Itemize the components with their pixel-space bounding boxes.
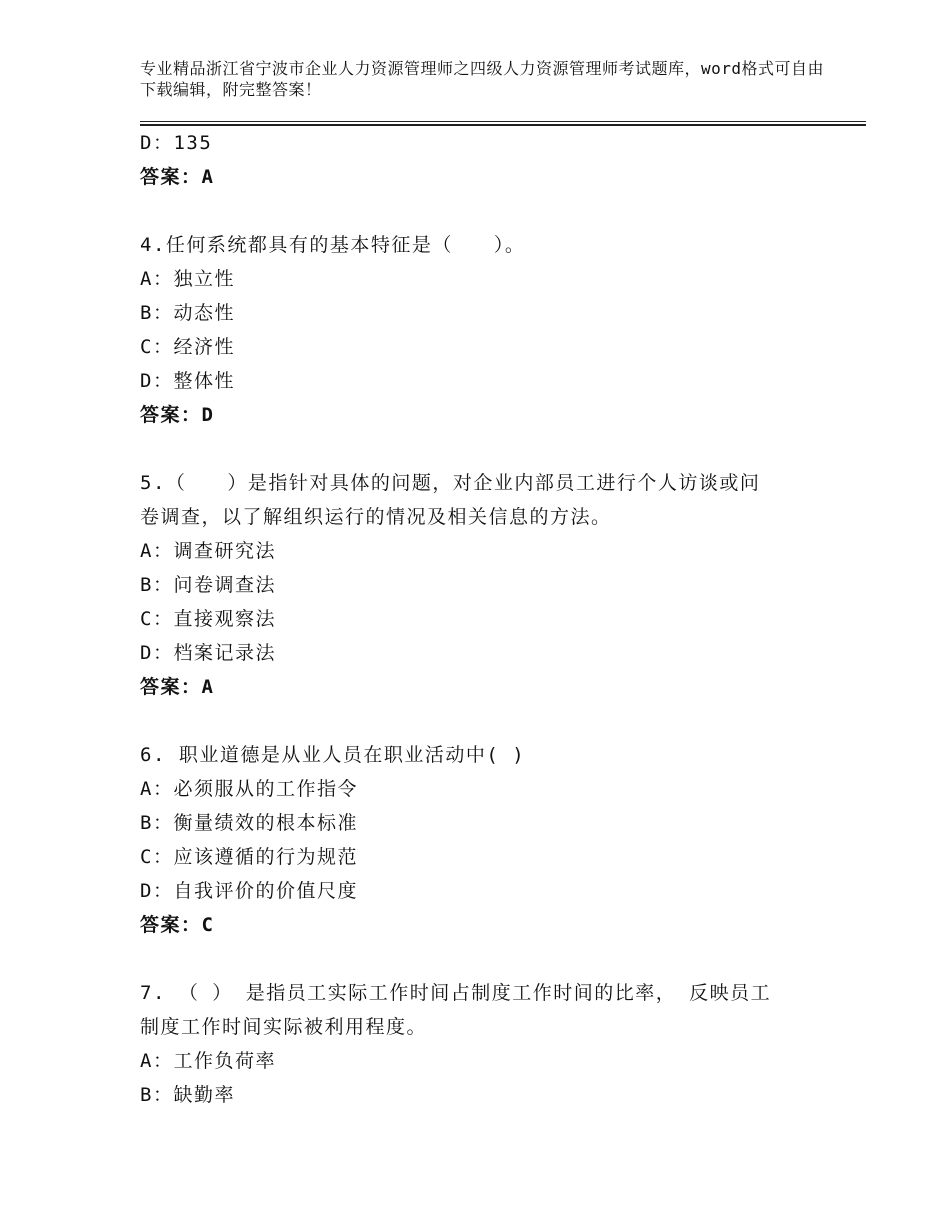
exam-content [140, 126, 820, 1112]
question-stem: 6. 职业道德是从业人员在职业活动中( ) [140, 744, 526, 766]
option-a: A：独立性 [140, 268, 235, 290]
question-stem-line-2: 制度工作时间实际被利用程度。 [140, 1016, 428, 1038]
answer-label: 答案：C [140, 914, 215, 936]
option-d: D：自我评价的价值尺度 [140, 880, 358, 902]
question-4 [140, 228, 820, 432]
option-b: B：问卷调查法 [140, 574, 276, 596]
spacer [140, 942, 820, 976]
question-6 [140, 738, 820, 942]
question-stem-line-2: 卷调查，以了解组织运行的情况及相关信息的方法。 [140, 506, 612, 528]
option-d: D：整体性 [140, 370, 235, 392]
option-b: B：动态性 [140, 302, 235, 324]
spacer [140, 432, 820, 466]
question-stem-line-1: 5.（ ）是指针对具体的问题，对企业内部员工进行个人访谈或问 [140, 472, 761, 494]
spacer [140, 194, 820, 228]
answer-label: 答案：A [140, 166, 215, 188]
header-title: 专业精品浙江省宁波市企业人力资源管理师之四级人力资源管理师考试题库，word格式可自由下载编辑，附完整答案！ [140, 59, 825, 99]
option-a: A：必须服从的工作指令 [140, 778, 358, 800]
option-a: A：工作负荷率 [140, 1050, 276, 1072]
option-b: B：衡量绩效的根本标准 [140, 812, 358, 834]
question-7 [140, 976, 820, 1112]
spacer [140, 704, 820, 738]
document-header [140, 58, 830, 100]
option-a: A：调查研究法 [140, 540, 276, 562]
option-c: C：经济性 [140, 336, 235, 358]
option-b: B：缺勤率 [140, 1084, 235, 1106]
answer-label: 答案：A [140, 676, 215, 698]
option-d: D：档案记录法 [140, 642, 276, 664]
question-stem: 4.任何系统都具有的基本特征是（ ）。 [140, 234, 526, 256]
question-stem-line-1: 7. （ ） 是指员工实际工作时间占制度工作时间的比率， 反映员工 [140, 982, 772, 1004]
option-d: D：135 [140, 132, 213, 154]
answer-label: 答案：D [140, 404, 215, 426]
option-c: C：应该遵循的行为规范 [140, 846, 358, 868]
header-divider-thin [140, 121, 866, 122]
question-3-tail [140, 126, 820, 194]
option-c: C：直接观察法 [140, 608, 276, 630]
question-5 [140, 466, 820, 704]
